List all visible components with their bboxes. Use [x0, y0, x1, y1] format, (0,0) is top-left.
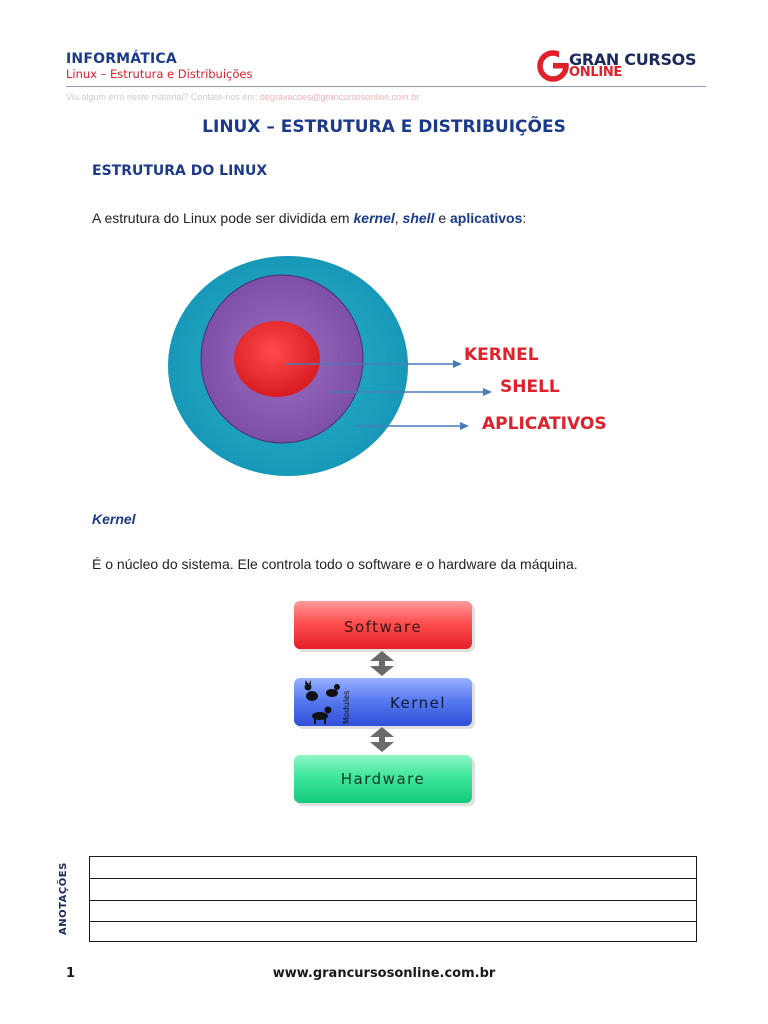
kernel-stack-diagram	[290, 596, 482, 812]
software-block	[294, 601, 475, 652]
kernel-label: KERNEL	[464, 345, 539, 365]
updown-arrow-bottom	[370, 727, 394, 752]
software-label: Software	[343, 618, 423, 636]
shell-label: SHELL	[500, 377, 560, 397]
logo-text-gran-cursos: GRAN CURSOS	[569, 50, 697, 69]
intro-paragraph	[92, 210, 526, 226]
kernel-heading: Kernel	[92, 511, 136, 527]
hardware-label: Hardware	[340, 770, 426, 788]
page-number: 1	[66, 966, 76, 981]
logo-text-online: ONLINE	[569, 65, 623, 80]
brand-logo	[537, 49, 712, 83]
intro-sep: ,	[394, 210, 403, 226]
linux-layers-diagram	[160, 250, 630, 482]
intro-suffix: :	[522, 210, 527, 226]
footer-url[interactable]: www.grancursosonline.com.br	[272, 966, 496, 981]
apps-label: APLICATIVOS	[482, 414, 607, 434]
intro-shell: shell	[402, 210, 435, 226]
annotations-box	[89, 856, 697, 942]
intro-kernel: kernel	[353, 210, 395, 226]
kernel-block	[294, 678, 475, 729]
annotation-line	[90, 921, 696, 922]
annotation-line	[90, 878, 696, 879]
modules-label: Modules	[342, 690, 351, 724]
kernel-layer-core	[234, 321, 320, 397]
page-title: LINUX – ESTRUTURA E DISTRIBUIÇÕES	[202, 117, 566, 137]
subject-title: INFORMÁTICA	[66, 51, 177, 67]
error-notice-text: Viu algum erro neste material? Contate-nos em:	[66, 92, 260, 102]
subject-subtitle: Linux – Estrutura e Distribuições	[66, 67, 253, 81]
annotation-line	[90, 900, 696, 901]
header-divider	[66, 86, 706, 87]
section-title: ESTRUTURA DO LINUX	[92, 163, 268, 179]
updown-arrow-top	[370, 651, 394, 676]
kernel-stack-label: Kernel	[389, 694, 447, 712]
hardware-block	[294, 755, 475, 806]
error-notice	[66, 92, 419, 102]
error-notice-email[interactable]: degravacoes@grancursosonline.com.br	[259, 92, 420, 102]
kernel-description: É o núcleo do sistema. Ele controla todo o software e o hardware da máquina.	[92, 556, 578, 572]
logo-g-icon	[537, 50, 569, 82]
intro-prefix: A estrutura do Linux pode ser dividida em	[92, 210, 354, 226]
intro-and: e	[434, 210, 451, 226]
intro-apps: aplicativos	[450, 210, 523, 226]
annotations-label: ANOTAÇÕES	[58, 862, 69, 935]
